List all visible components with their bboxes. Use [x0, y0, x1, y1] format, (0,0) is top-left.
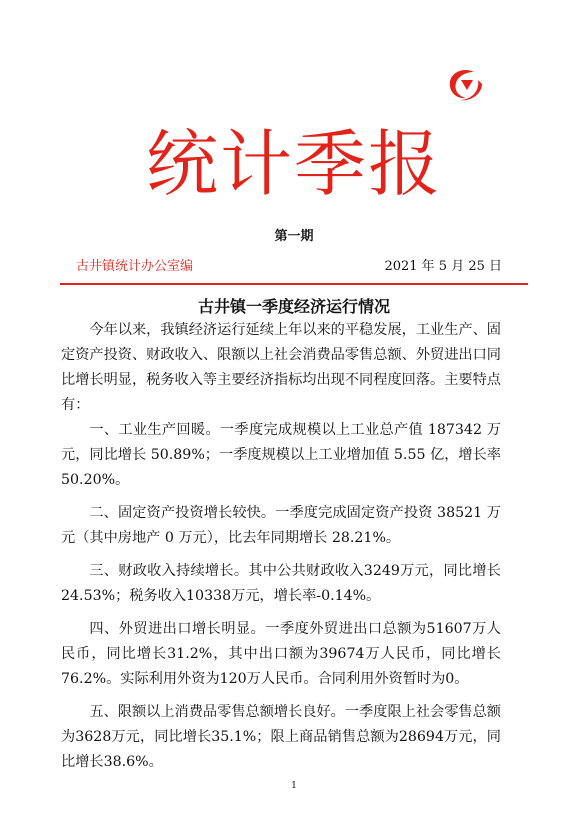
- paragraph-revenue: 三、财政收入持续增长。其中公共财政收入3249万元，同比增长24.53%；税务收入10338万元，增长率-0.14%。: [61, 563, 501, 604]
- paragraph-industry: 一、工业生产回暖。一季度完成规模以上工业总产值 187342 万元，同比增长 50.89%；一季度规模以上工业增加值 5.55 亿，增长率 50.20%。: [61, 422, 501, 488]
- masthead-title: 统计季报: [145, 122, 442, 206]
- paragraph-intro: 今年以来，我镇经济运行延续上年以来的平稳发展，工业生产、固定资产投资、财政收入、限额以上社会消费品零售总额、外贸进出口同比增长明显，税务收入等主要经济指标均出现不同程度回落。主要特点有：: [61, 322, 501, 413]
- editor-label: 古井镇统计办公室编: [76, 259, 194, 274]
- article-body: [61, 318, 501, 775]
- publish-date: 2021 年 5 月 25 日: [384, 259, 502, 274]
- issue-number: 第一期: [274, 229, 314, 244]
- header-rule: [60, 283, 528, 285]
- paragraph-trade: 四、外贸进出口增长明显。一季度外贸进出口总额为51607万人民币，同比增长31.2%，其中出口额为39674万人民币，同比增长76.2%。实际利用外资为120万人民币。合同利用外资暂时为0。: [61, 621, 501, 687]
- emblem-icon: [444, 66, 484, 102]
- page-number: 1: [291, 781, 297, 791]
- paragraph-investment: 二、固定资产投资增长较快。一季度完成固定资产投资 38521 万元（其中房地产 0 万元），比去年同期增长 28.21%。: [61, 505, 501, 546]
- article-title: 古井镇一季度经济运行情况: [197, 297, 390, 316]
- paragraph-retail: 五、限额以上消费品零售总额增长良好。一季度限上社会零售总额为3628万元，同比增长35.1%；限上商品销售总额为28694万元，同比增长38.6%。: [61, 704, 501, 770]
